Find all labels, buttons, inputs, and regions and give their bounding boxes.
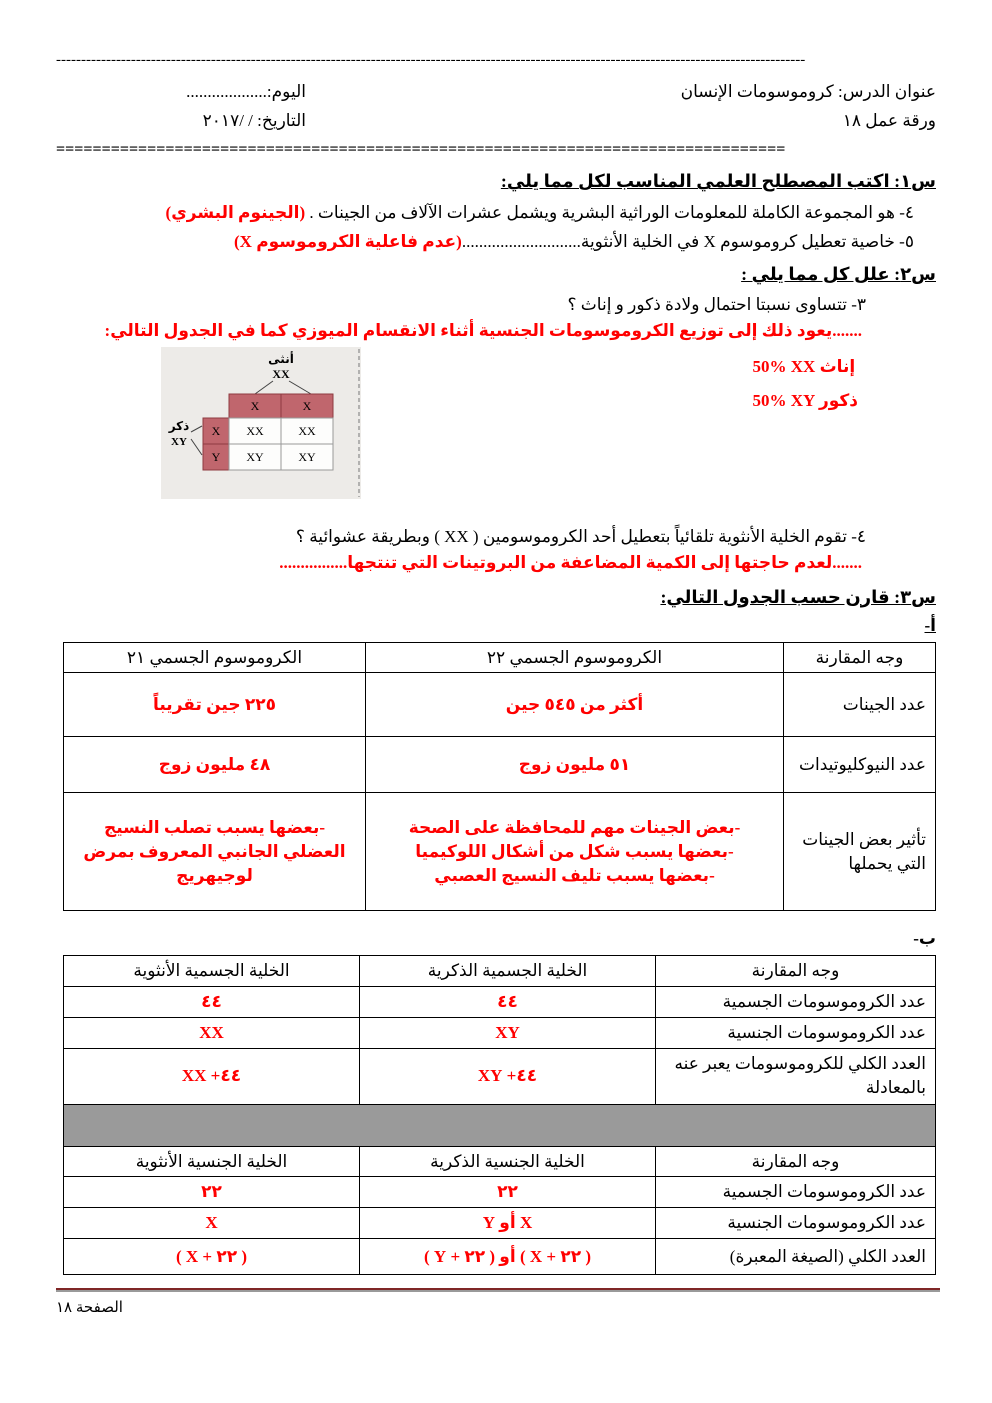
top-dashed-separator: ------------------------------------------------------------------------------------------------------------------------------------------------------ xyxy=(56,52,806,68)
q3-heading: س٣: قارن حسب الجدول التالي: xyxy=(660,586,936,607)
q2-item-3: ٣- تتساوى نسبتا احتمال ولادة ذكور و إناث ؟ xyxy=(567,295,866,315)
total-formula-label: العدد الكلي (الصيغة المعبرة) xyxy=(656,1238,936,1274)
sex-ratio-stats xyxy=(753,355,859,423)
total-formula-label: العدد الكلي للكروموسومات يعبر عنه بالمعادلة xyxy=(656,1048,936,1104)
male-sex-chromosomes: XY xyxy=(360,1017,656,1048)
nucleotide-count-21-value: ٤٨ مليون زوج xyxy=(64,737,366,793)
punnett-cell: XX xyxy=(298,423,316,438)
chromosome-22-header: الكروموسوم الجسمي ٢٢ xyxy=(366,642,784,673)
somatic-autosome-count-row xyxy=(64,986,936,1017)
autosome-count-label: عدد الكروموسومات الجسمية xyxy=(656,1177,936,1208)
gamete-sex-chromosome-row xyxy=(64,1208,936,1239)
male-genotype: XY xyxy=(171,435,187,448)
q2-item-3-answer: .......يعود ذلك إلى توزيع الكروموسومات الجنسية أثناء الانقسام الميوزي كما في الجدول التالي: xyxy=(104,321,862,341)
q2-heading: س٢: علل كل مما يلي : xyxy=(741,264,936,285)
male-gamete-sex-chromosome: X أو Y xyxy=(360,1208,656,1239)
female-gamete-sex-chromosome: X xyxy=(64,1208,360,1239)
gamete-total-formula-row xyxy=(64,1238,936,1274)
sex-ratio-diagram-section xyxy=(56,347,936,519)
q2-item-4-answer: .......لعدم حاجتها إلى الكمية المضاعفة من البروتينات التي تنتجها................ xyxy=(279,552,862,572)
gene-count-21-value: ٢٢٥ جين تقريباً xyxy=(64,673,366,737)
q2-item-4: ٤- تقوم الخلية الأنثوية تلقائياً بتعطيل أحد الكروموسومين ( XX ) وبطريقة عشوائية ؟ xyxy=(295,526,866,546)
sex-chromosome-label: عدد الكروموسومات الجنسية xyxy=(656,1017,936,1048)
nucleotide-count-22-value: ٥١ مليون زوج xyxy=(366,737,784,793)
punnett-col-header: X xyxy=(250,398,260,413)
punnett-row-header: X xyxy=(211,423,221,438)
punnett-col-header: X xyxy=(302,398,312,413)
gamete-autosome-count-row xyxy=(64,1177,936,1208)
somatic-total-formula-row xyxy=(64,1048,936,1104)
worksheet-number: ورقة عمل ١٨ xyxy=(842,111,936,130)
male-somatic-cell-header: الخلية الجسمية الذكرية xyxy=(360,956,656,987)
sex-chromosome-label: عدد الكروموسومات الجنسية xyxy=(656,1208,936,1239)
q1-heading: س١: اكتب المصطلح العلمي المناسب لكل مما يلي: xyxy=(500,171,936,192)
gamete-header-row xyxy=(64,1146,936,1177)
male-parent-label: ذكر xyxy=(168,418,190,433)
day-field: اليوم:................... xyxy=(186,82,306,101)
header-right-block xyxy=(681,77,936,135)
somatic-sex-chromosome-row xyxy=(64,1017,936,1048)
part-b-label: ب- xyxy=(913,929,936,949)
page-footer xyxy=(56,1288,940,1319)
male-total-formula: ٤٤+ XY xyxy=(360,1048,656,1104)
male-gamete-cell-header: الخلية الجنسية الذكرية xyxy=(360,1146,656,1177)
q1-item-5-text: ٥- خاصية تعطيل كروموسوم X في الخلية الأنثوية............................ xyxy=(461,232,914,252)
comparison-aspect-header: وجه المقارنة xyxy=(784,642,936,673)
gene-count-label: عدد الجينات xyxy=(784,673,936,737)
header xyxy=(56,77,936,135)
comparison-aspect-header: وجه المقارنة xyxy=(656,956,936,987)
date-field: التاريخ: / /٢٠١٧ xyxy=(202,111,306,130)
lesson-title: عنوان الدرس: كروموسومات الإنسان xyxy=(680,82,936,101)
nucleotide-count-label: عدد النيوكليوتيدات xyxy=(784,737,936,793)
page-number-label: الصفحة ١٨ xyxy=(56,1300,123,1316)
autosome-count-label: عدد الكروموسومات الجسمية xyxy=(656,986,936,1017)
somatic-header-row xyxy=(64,956,936,987)
gene-count-22-value: أكثر من ٥٤٥ جين xyxy=(366,673,784,737)
q1-item-4-text: ٤- هو المجموعة الكاملة للمعلومات الوراثية البشرية ويشمل عشرات الآلاف من الجينات . xyxy=(309,202,914,222)
male-gamete-autosome-count: ٢٢ xyxy=(360,1177,656,1208)
punnett-row-header: Y xyxy=(211,449,221,464)
q1-item-5-answer: (عدم فاعلية الكروموسوم X) xyxy=(233,232,462,252)
equals-separator: ================================================================================ xyxy=(56,141,786,158)
header-left-block xyxy=(56,77,306,135)
punnett-square-diagram xyxy=(161,347,361,499)
male-autosome-count: ٤٤ xyxy=(360,986,656,1017)
female-total-formula: ٤٤+ XX xyxy=(64,1048,360,1104)
gene-effect-22-value xyxy=(366,793,784,911)
gray-divider-row xyxy=(64,1104,936,1146)
gene-count-row xyxy=(64,673,936,737)
q1-item-4 xyxy=(56,201,914,225)
gene-effect-22-line: -بعضها يسبب تليف النسيج العصبي xyxy=(434,865,715,885)
female-somatic-cell-header: الخلية الجسمية الأنثوية xyxy=(64,956,360,987)
female-ratio-stat: 50% XX إناث xyxy=(752,356,856,376)
female-gamete-cell-header: الخلية الجنسية الأنثوية xyxy=(64,1146,360,1177)
q1-item-4-answer: (الجينوم البشري) xyxy=(165,202,306,222)
gene-effect-21-value: -بعضها يسبب تصلب النسيج العضلي الجانبي المعروف بمرض لوجيهريج xyxy=(64,793,366,911)
male-ratio-stat: 50% XY ذكور xyxy=(752,390,858,410)
female-genotype: XX xyxy=(272,366,290,381)
male-gamete-total-formula: ( ٢٢ + X ) أو ( ٢٢ + Y ) xyxy=(360,1238,656,1274)
comparison-table-b xyxy=(63,955,936,1275)
gray-divider-band xyxy=(64,1104,936,1146)
female-autosome-count: ٤٤ xyxy=(64,986,360,1017)
female-gamete-total-formula: ( ٢٢ + X ) xyxy=(64,1238,360,1274)
gene-effect-22-line: -بعض الجينات مهم للمحافظة على الصحة xyxy=(408,818,741,838)
punnett-cell: XY xyxy=(298,449,316,464)
gene-effect-label: تأثير بعض الجينات التي يحملها xyxy=(784,793,936,911)
punnett-cell: XY xyxy=(246,449,264,464)
gene-effect-row xyxy=(64,793,936,911)
nucleotide-count-row xyxy=(64,737,936,793)
comparison-aspect-header: وجه المقارنة xyxy=(656,1146,936,1177)
footer-rule xyxy=(56,1288,940,1292)
chromosome-21-header: الكروموسوم الجسمي ٢١ xyxy=(64,642,366,673)
female-sex-chromosomes: XX xyxy=(64,1017,360,1048)
part-a-label: أ- xyxy=(924,615,936,635)
female-gamete-autosome-count: ٢٢ xyxy=(64,1177,360,1208)
q1-item-5 xyxy=(56,230,914,254)
table-a-header-row xyxy=(64,642,936,673)
comparison-table-a xyxy=(63,642,936,912)
gene-effect-22-line: -بعضها يسبب شكل من أشكال اللوكيميا xyxy=(415,841,734,861)
female-parent-label: أنثى xyxy=(268,351,294,366)
punnett-cell: XX xyxy=(246,423,264,438)
